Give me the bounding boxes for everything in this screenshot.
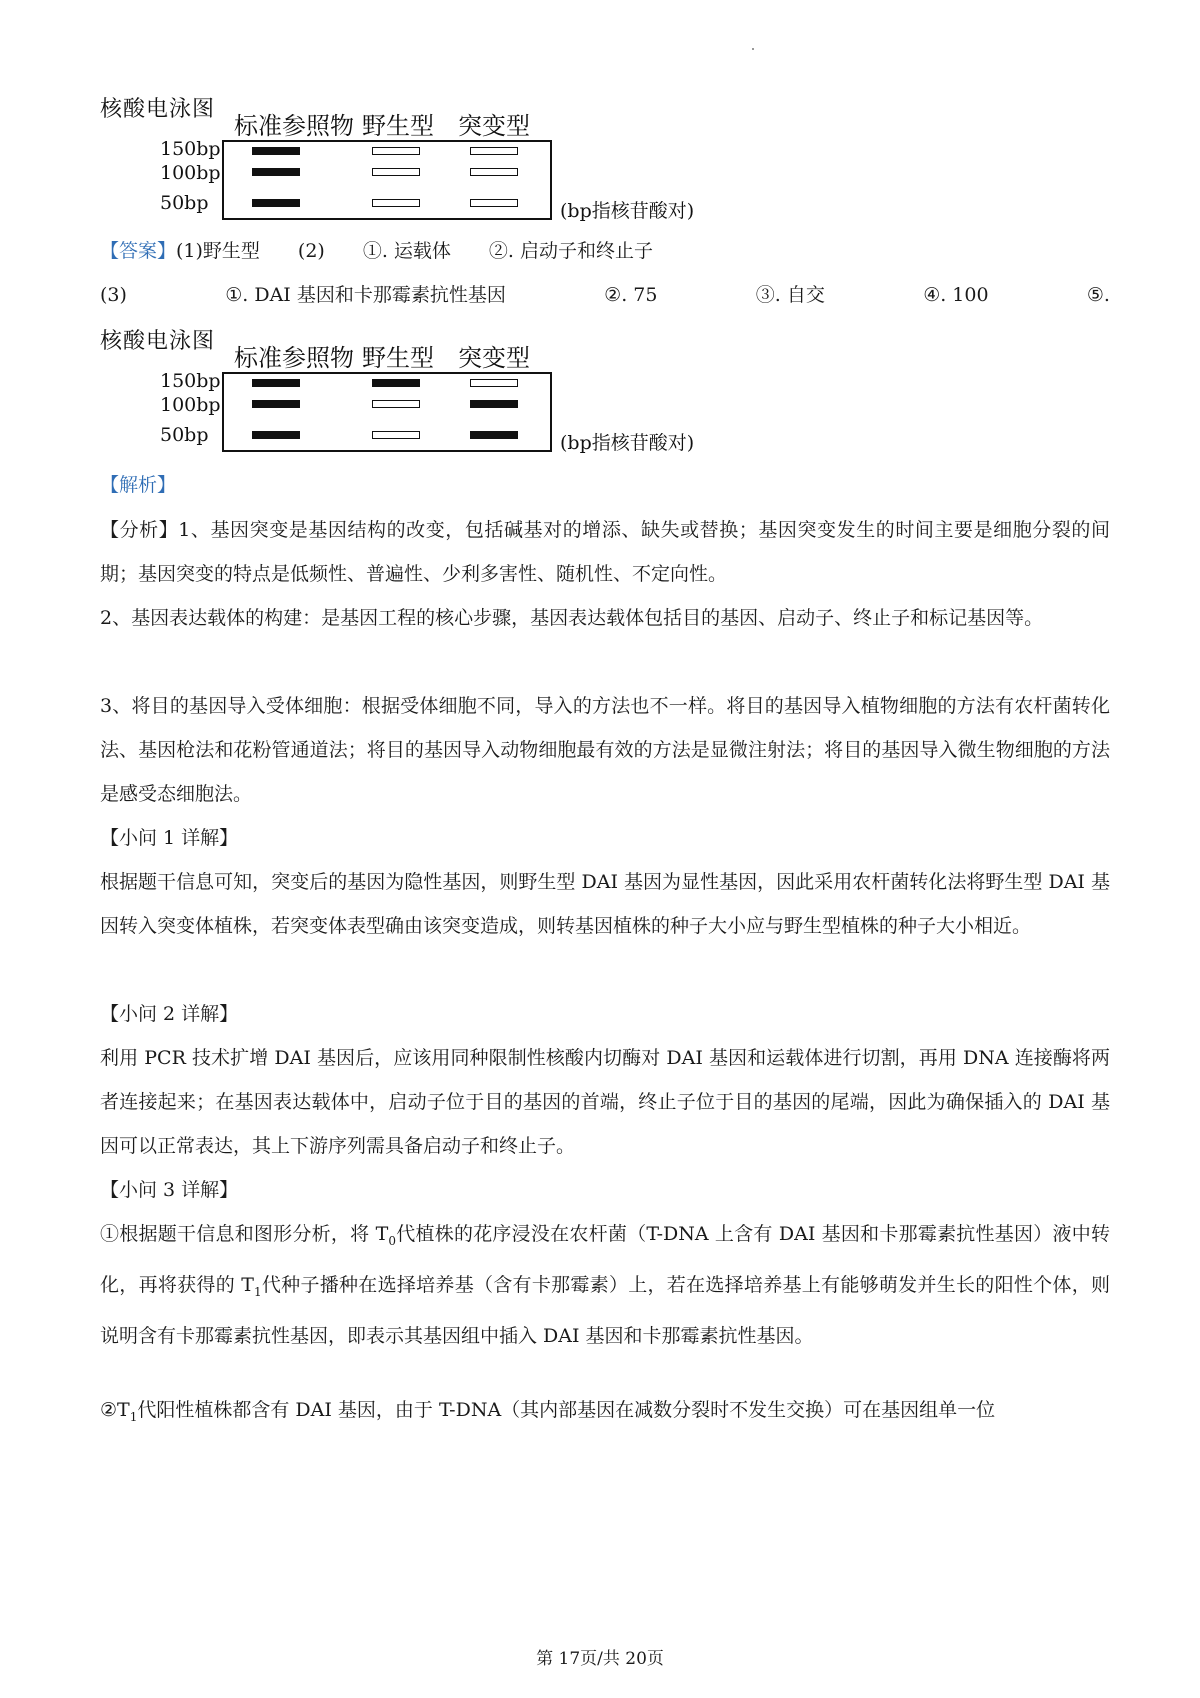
speck [752,48,754,50]
band-mutant-100bp [470,400,518,408]
q3b-sub-1: 1 [129,1409,138,1424]
band-standard-150bp [252,379,300,387]
answer-text-1: (1)野生型 (2) ①. 运载体 ②. 启动子和终止子 [176,240,654,262]
q2-text: 利用 PCR 技术扩增 DAI 基因后，应该用同种限制性核酸内切酶对 DAI 基因和运载体进行切割，再用 DNA 连接酶将两者连接起来；在基因表达载体中，启动子位于目的基因的首端，终止子位于目的基因的尾端，因此为确保插入的 DAI 基因可以正常表达，其上下游序列需具备启动子和终止子。 [100,1047,1110,1157]
answer-part-2: ①. DAI 基因和卡那霉素抗性基因 [225,284,506,306]
q1-text: 根据题干信息可知，突变后的基因为隐性基因，则野生型 DAI 基因为显性基因，因此采用农杆菌转化法将野生型 DAI 基因转入突变体植株，若突变体表型确由该突变造成，则转基因植株的种子大小应与野生型植株的种子大小相近。 [100,871,1110,937]
answer-part-1: (3) [100,284,127,306]
header-wild-type: 野生型 [362,344,434,372]
analysis-tag: 【解析】 [100,474,177,496]
q3a-sub-0: 0 [388,1233,396,1248]
q3b-pre: ②T [100,1399,130,1421]
band-standard-50bp [252,431,300,439]
bp-note: (bp指核苷酸对) [560,432,695,454]
header-mutant: 突变型 [458,112,530,140]
q3b-post: 代阳性植株都含有 DAI 基因，由于 T-DNA（其内部基因在减数分裂时不发生交换）可在基因组单一位 [137,1399,996,1421]
bp-label-100: 100bp [160,394,221,416]
band-mutant-150bp [470,147,518,155]
q3a-mid: 代植株的花序浸没在农杆菌（T-DNA 上含有 DAI 基因和卡那霉素抗性基因）液中转化，再将获得的 T [100,1223,1110,1296]
answer-line-2 [100,280,1110,310]
answer-part-5: ④. 100 [923,284,989,306]
q2-heading: 【小问 2 详解】 [100,1003,239,1025]
bp-note: (bp指核苷酸对) [560,200,695,222]
answer-part-4: ③. 自交 [755,284,825,306]
band-mutant-150bp [470,379,518,387]
q1-heading: 【小问 1 详解】 [100,827,239,849]
band-mutant-100bp [470,168,518,176]
answer-line-1 [100,236,1110,266]
q3a-post: 代种子播种在选择培养基（含有卡那霉素）上，若在选择培养基上有能够萌发并生长的阳性个体，则说明含有卡那霉素抗性基因，即表示其基因组中插入 DAI 基因和卡那霉素抗性基因。 [100,1273,1110,1347]
bp-label-100: 100bp [160,162,221,184]
bp-label-50: 50bp [160,424,209,446]
answer-part-6: ⑤. [1086,284,1110,306]
analysis-p1: 【分析】1、基因突变是基因结构的改变，包括碱基对的增添、缺失或替换；基因突变发生的时间主要是细胞分裂的间期；基因突变的特点是低频性、普遍性、少利多害性、随机性、不定向性。 [100,519,1110,585]
header-mutant: 突变型 [458,344,530,372]
band-wild-type-100bp [372,400,420,408]
band-wild-type-50bp [372,199,420,207]
band-standard-100bp [252,400,300,408]
bp-label-150: 150bp [160,138,221,160]
band-wild-type-50bp [372,431,420,439]
analysis-p2: 2、基因表达载体的构建：是基因工程的核心步骤，基因表达载体包括目的基因、启动子、终止子和标记基因等。 [100,607,1044,629]
header-standard: 标准参照物 [234,344,354,372]
q3-text-a [100,1212,1110,1358]
band-mutant-50bp [470,431,518,439]
gel-diagram-answer [100,324,740,464]
band-standard-150bp [252,147,300,155]
band-wild-type-150bp [372,379,420,387]
page-footer: 第 17页/共 20页 [536,1649,664,1669]
gel-title: 核酸电泳图 [100,97,216,122]
q3-heading: 【小问 3 详解】 [100,1179,239,1201]
band-wild-type-150bp [372,147,420,155]
band-standard-100bp [252,168,300,176]
q3-text-b [100,1388,1110,1439]
band-mutant-50bp [470,199,518,207]
q3a-sub-1: 1 [253,1284,262,1299]
header-standard: 标准参照物 [234,112,354,140]
q3a-pre: ①根据题干信息和图形分析，将 T [100,1223,389,1245]
header-wild-type: 野生型 [362,112,434,140]
analysis-p3: 3、将目的基因导入受体细胞：根据受体细胞不同，导入的方法也不一样。将目的基因导入植物细胞的方法有农杆菌转化法、基因枪法和花粉管通道法；将目的基因导入动物细胞最有效的方法是显微注射法；将目的基因导入微生物细胞的方法是感受态细胞法。 [100,695,1110,805]
answer-tag: 【答案】 [100,240,177,262]
bp-label-50: 50bp [160,192,209,214]
band-standard-50bp [252,199,300,207]
gel-diagram-question [100,92,740,232]
gel-title: 核酸电泳图 [100,329,216,354]
bp-label-150: 150bp [160,370,221,392]
answer-part-3: ②. 75 [604,284,658,306]
band-wild-type-100bp [372,168,420,176]
